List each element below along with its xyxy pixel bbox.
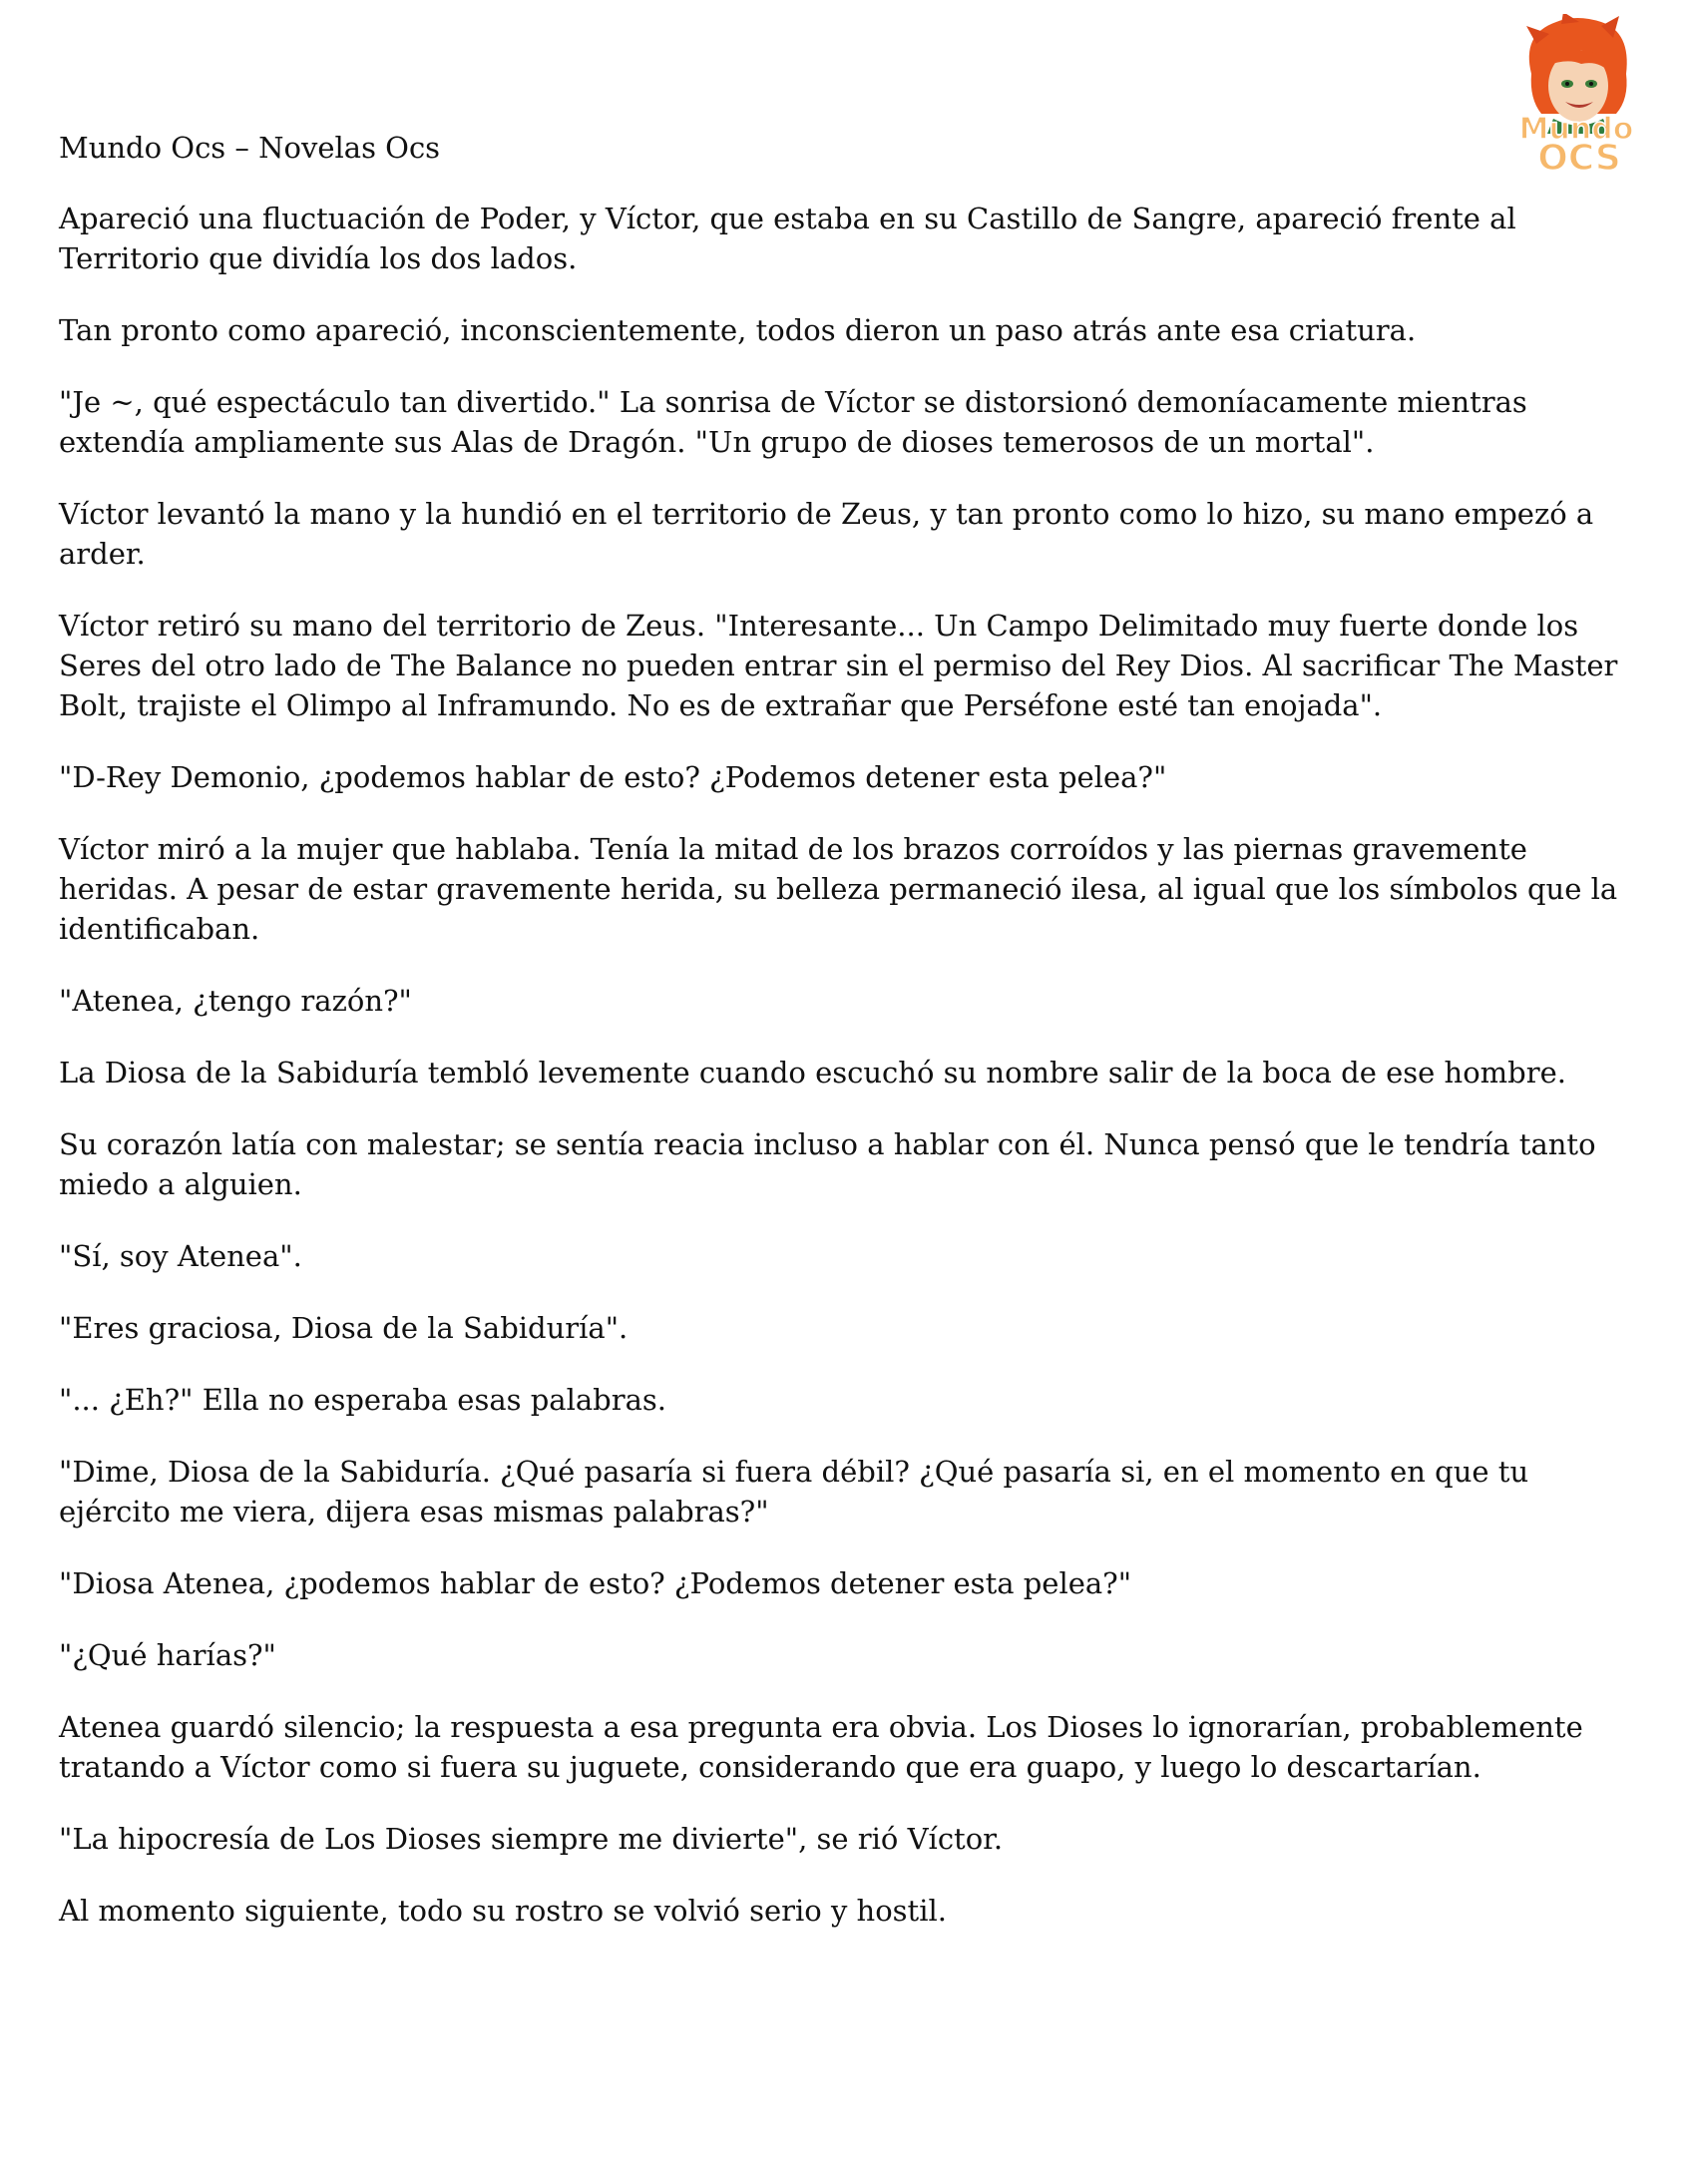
paragraph: "La hipocresía de Los Dioses siempre me divierte", se rió Víctor. bbox=[59, 1822, 1004, 1856]
paragraph: Víctor miró a la mujer que hablaba. Tenía la mitad de los brazos corroídos y las piernas gravemente heridas. A pesar de estar gravemente herida, su belleza permaneció ilesa, al igual que los símbolos que la identificaban. bbox=[59, 832, 1618, 946]
paragraph: "Dime, Diosa de la Sabiduría. ¿Qué pasaría si fuera débil? ¿Qué pasaría si, en el momento en que tu ejército me viera, dijera esas mismas palabras?" bbox=[59, 1455, 1529, 1529]
paragraph: "Sí, soy Atenea". bbox=[59, 1239, 302, 1273]
header-title: Mundo Ocs – Novelas Ocs bbox=[59, 131, 441, 165]
paragraph: Al momento siguiente, todo su rostro se volvió serio y hostil. bbox=[59, 1894, 947, 1928]
paragraph: "¿Qué harías?" bbox=[59, 1638, 276, 1672]
paragraph-list bbox=[59, 199, 1645, 1931]
document-body bbox=[59, 128, 1645, 1963]
logo-word-bottom: OCS bbox=[1537, 138, 1621, 179]
paragraph: Tan pronto como apareció, inconscientemente, todos dieron un paso atrás ante esa criatura. bbox=[59, 313, 1417, 347]
paragraph: Víctor retiró su mano del territorio de Zeus. "Interesante... Un Campo Delimitado muy fuerte donde los Seres del otro lado de The Balance no pueden entrar sin el permiso del Rey Dios. Al sacrificar The Master Bolt, trajiste el Olimpo al Inframundo. No es de extrañar que Perséfone esté tan enojada". bbox=[59, 609, 1618, 722]
paragraph: "Eres graciosa, Diosa de la Sabiduría". bbox=[59, 1311, 629, 1345]
paragraph: "Atenea, ¿tengo razón?" bbox=[59, 984, 412, 1018]
paragraph: "Diosa Atenea, ¿podemos hablar de esto? ¿Podemos detener esta pelea?" bbox=[59, 1566, 1132, 1600]
paragraph: "... ¿Eh?" Ella no esperaba esas palabras. bbox=[59, 1383, 666, 1417]
paragraph: La Diosa de la Sabiduría tembló levemente cuando escuchó su nombre salir de la boca de ese hombre. bbox=[59, 1056, 1566, 1090]
paragraph: Víctor levantó la mano y la hundió en el territorio de Zeus, y tan pronto como lo hizo, su mano empezó a arder. bbox=[59, 497, 1594, 571]
paragraph: "D-Rey Demonio, ¿podemos hablar de esto? ¿Podemos detener esta pelea?" bbox=[59, 760, 1167, 794]
logo-word-top: Mundo bbox=[1518, 112, 1634, 147]
paragraph: "Je ~, qué espectáculo tan divertido." La sonrisa de Víctor se distorsionó demoníacamente mientras extendía ampliamente sus Alas de Dragón. "Un grupo de dioses temerosos de un mortal". bbox=[59, 385, 1527, 459]
paragraph: Su corazón latía con malestar; se sentía reacia incluso a hablar con él. Nunca pensó que le tendría tanto miedo a alguien. bbox=[59, 1127, 1596, 1201]
paragraph: Apareció una fluctuación de Poder, y Víctor, que estaba en su Castillo de Sangre, apareció frente al Territorio que dividía los dos lados. bbox=[59, 202, 1516, 275]
paragraph: Atenea guardó silencio; la respuesta a esa pregunta era obvia. Los Dioses lo ignorarían, probablemente tratando a Víctor como si fuera su juguete, considerando que era guapo, y luego lo descartarían. bbox=[59, 1710, 1583, 1784]
